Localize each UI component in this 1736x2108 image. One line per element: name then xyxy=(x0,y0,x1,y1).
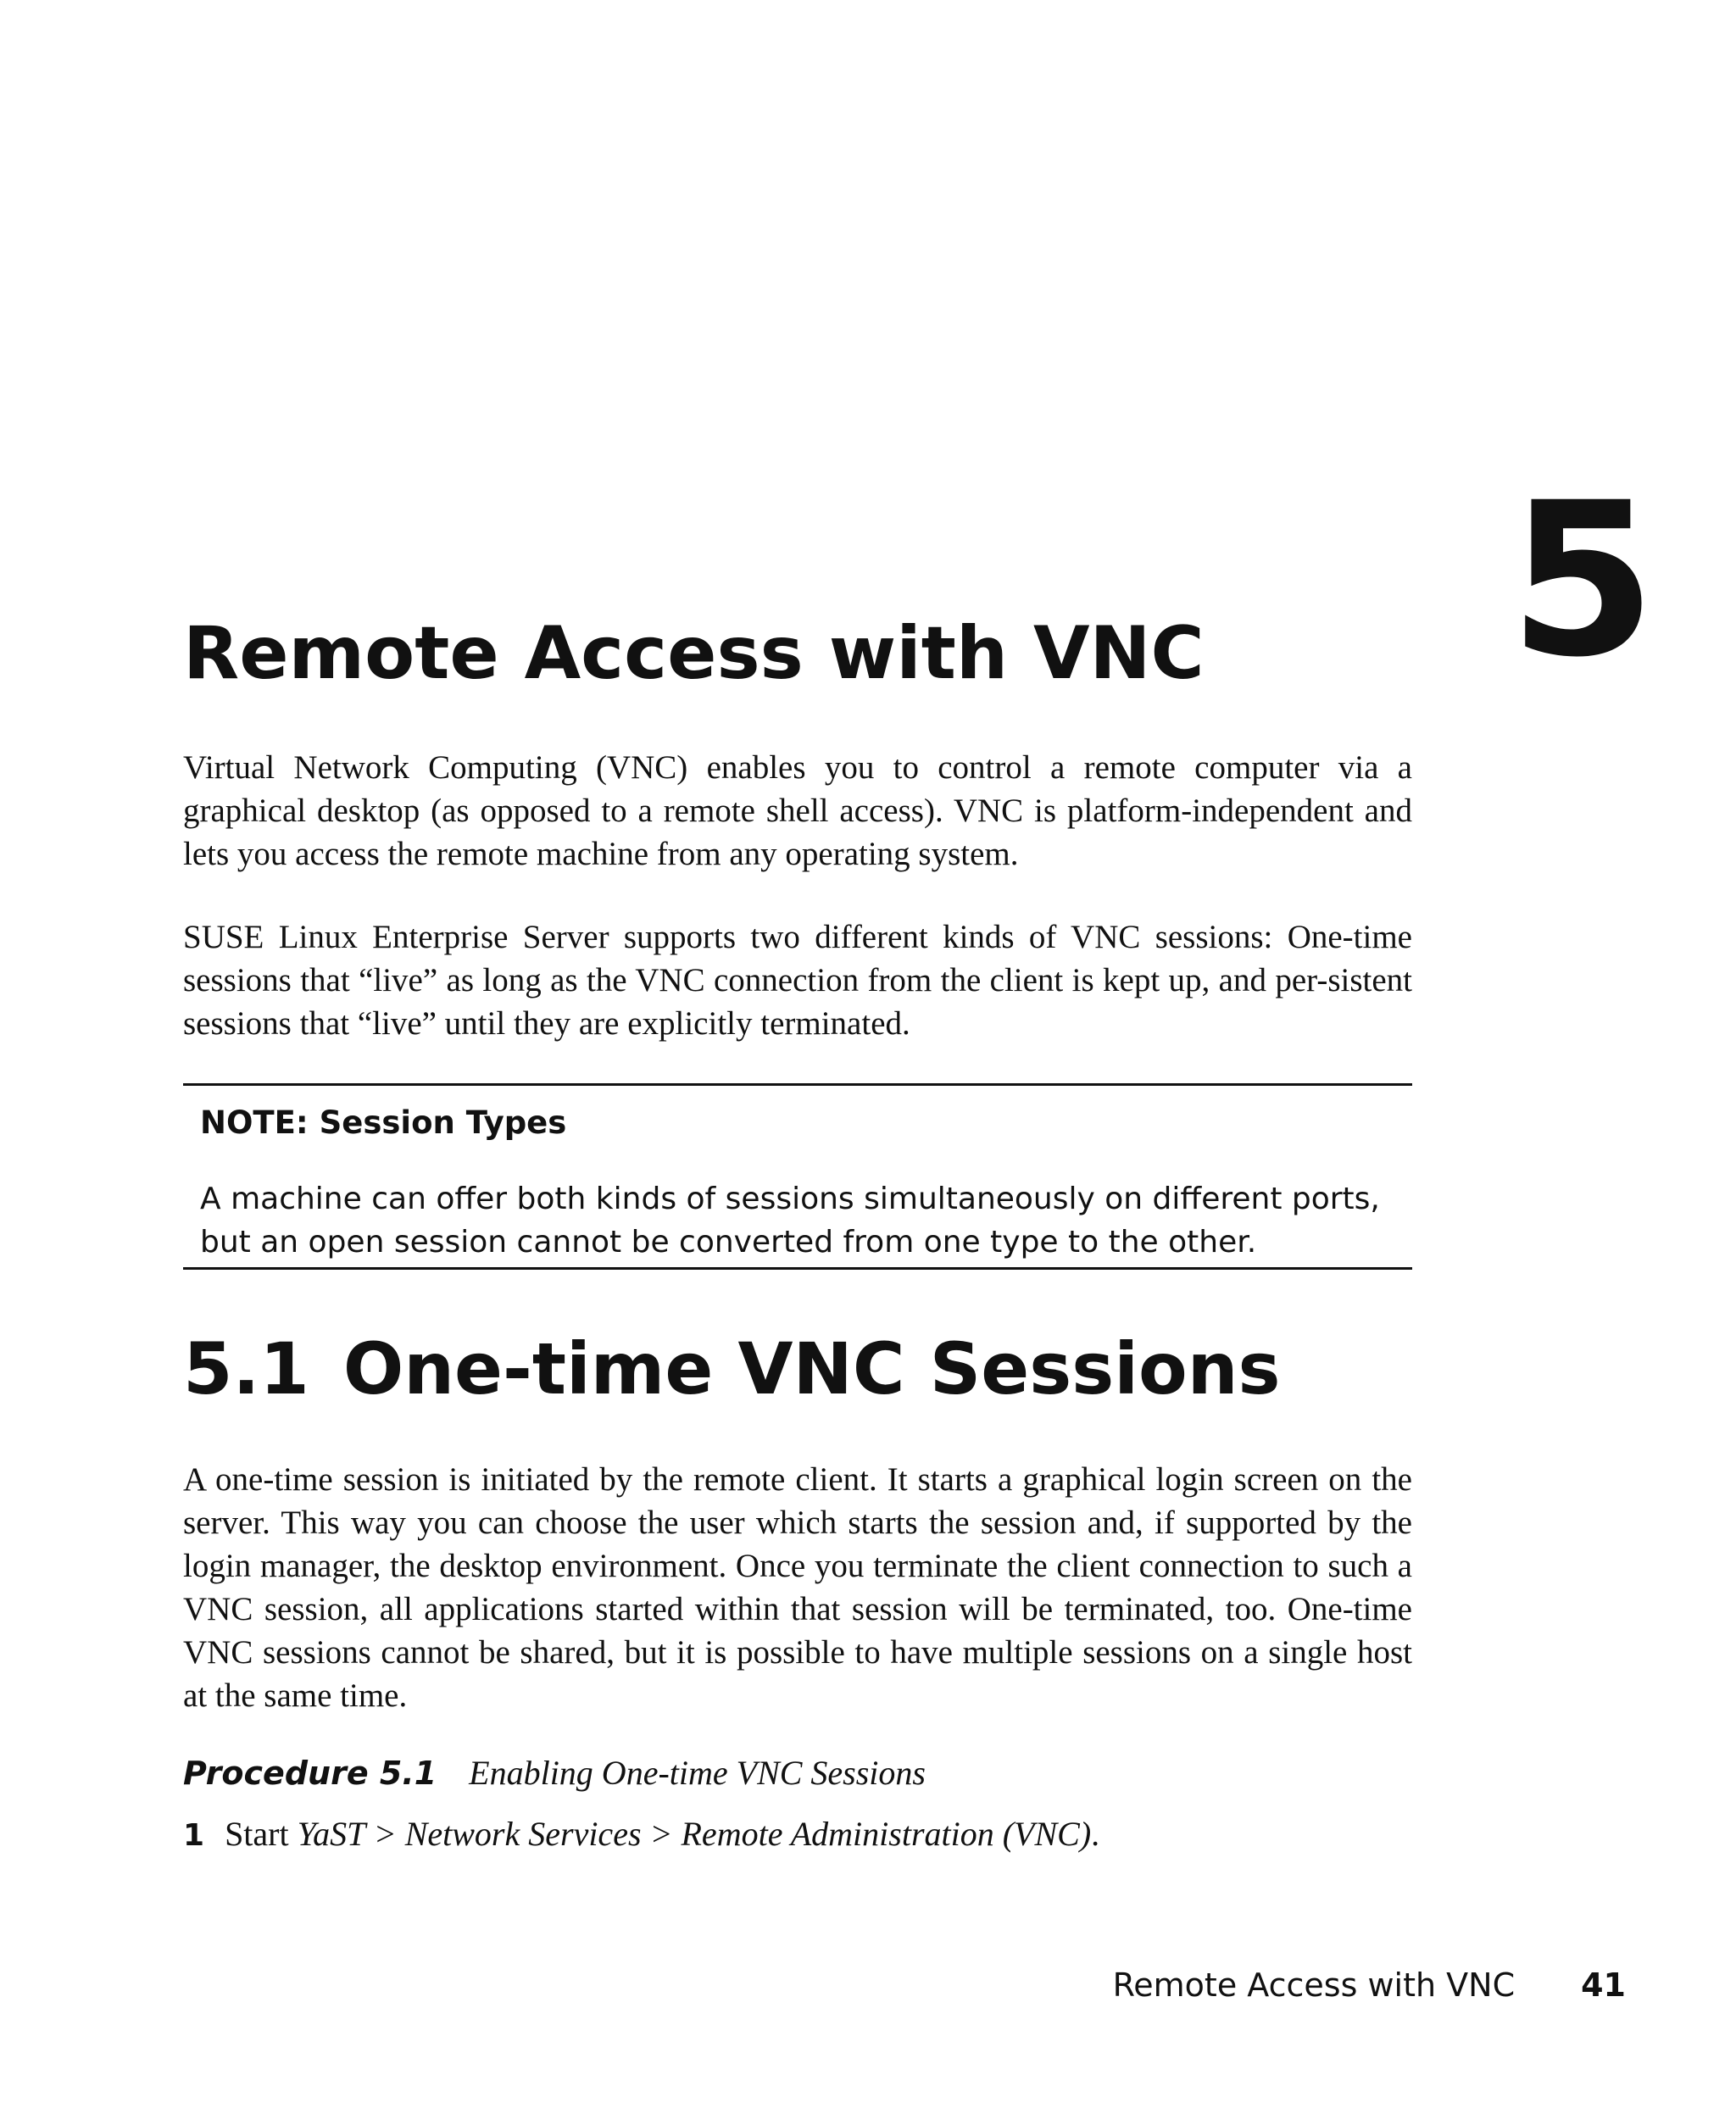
step-suffix: . xyxy=(1091,1815,1100,1853)
procedure-caption xyxy=(183,1753,926,1793)
note-title: NOTE: Session Types xyxy=(200,1104,567,1141)
intro-paragraph-1: Virtual Network Computing (VNC) enables you to control a remote computer via a graphical desktop (as opposed to a remote shell access). VNC is platform-independent and lets you access the remote machine from any operating system. xyxy=(183,749,1412,872)
chapter-number: 5 xyxy=(1509,457,1656,704)
section-title-text: One-time VNC Sessions xyxy=(342,1327,1281,1410)
procedure-label: Procedure 5.1 xyxy=(183,1755,437,1792)
intro-paragraph-2: SUSE Linux Enterprise Server supports two different kinds of VNC sessions: One-time sessions that “live” as long as the VNC connection from the client is kept up, and per-sistent sessions that “live” until they are explicitly terminated. xyxy=(183,919,1412,1042)
section-number: 5.1 xyxy=(183,1327,309,1410)
procedure-step xyxy=(183,1814,1099,1854)
step-prefix: Start xyxy=(225,1815,298,1853)
section-title xyxy=(183,1327,1281,1412)
step-number: 1 xyxy=(183,1818,205,1853)
step-menu-path: YaST > Network Services > Remote Administration (VNC) xyxy=(297,1815,1092,1853)
step-text xyxy=(225,1815,1099,1853)
chapter-title: Remote Access with VNC xyxy=(183,611,1205,696)
procedure-name: Enabling One-time VNC Sessions xyxy=(469,1754,926,1792)
note-box xyxy=(183,1083,1412,1270)
note-text: A machine can offer both kinds of sessions simultaneously on different ports, but an open session cannot be converted from one type to the other. xyxy=(200,1182,1380,1260)
section-paragraph-1: A one-time session is initiated by the remote client. It starts a graphical login screen on the server. This way you can choose the user which starts the session and, if supported by the login manager, the desktop environment. Once you terminate the client connection to such a VNC session, all applications started within that session will be terminated, too. One-time VNC sessions cannot be shared, but it is possible to have multiple sessions on a single host at the same time. xyxy=(183,1461,1412,1714)
page-number: 41 xyxy=(1581,1966,1626,2004)
page-footer xyxy=(1113,1966,1626,2004)
footer-title: Remote Access with VNC xyxy=(1112,1966,1516,2004)
